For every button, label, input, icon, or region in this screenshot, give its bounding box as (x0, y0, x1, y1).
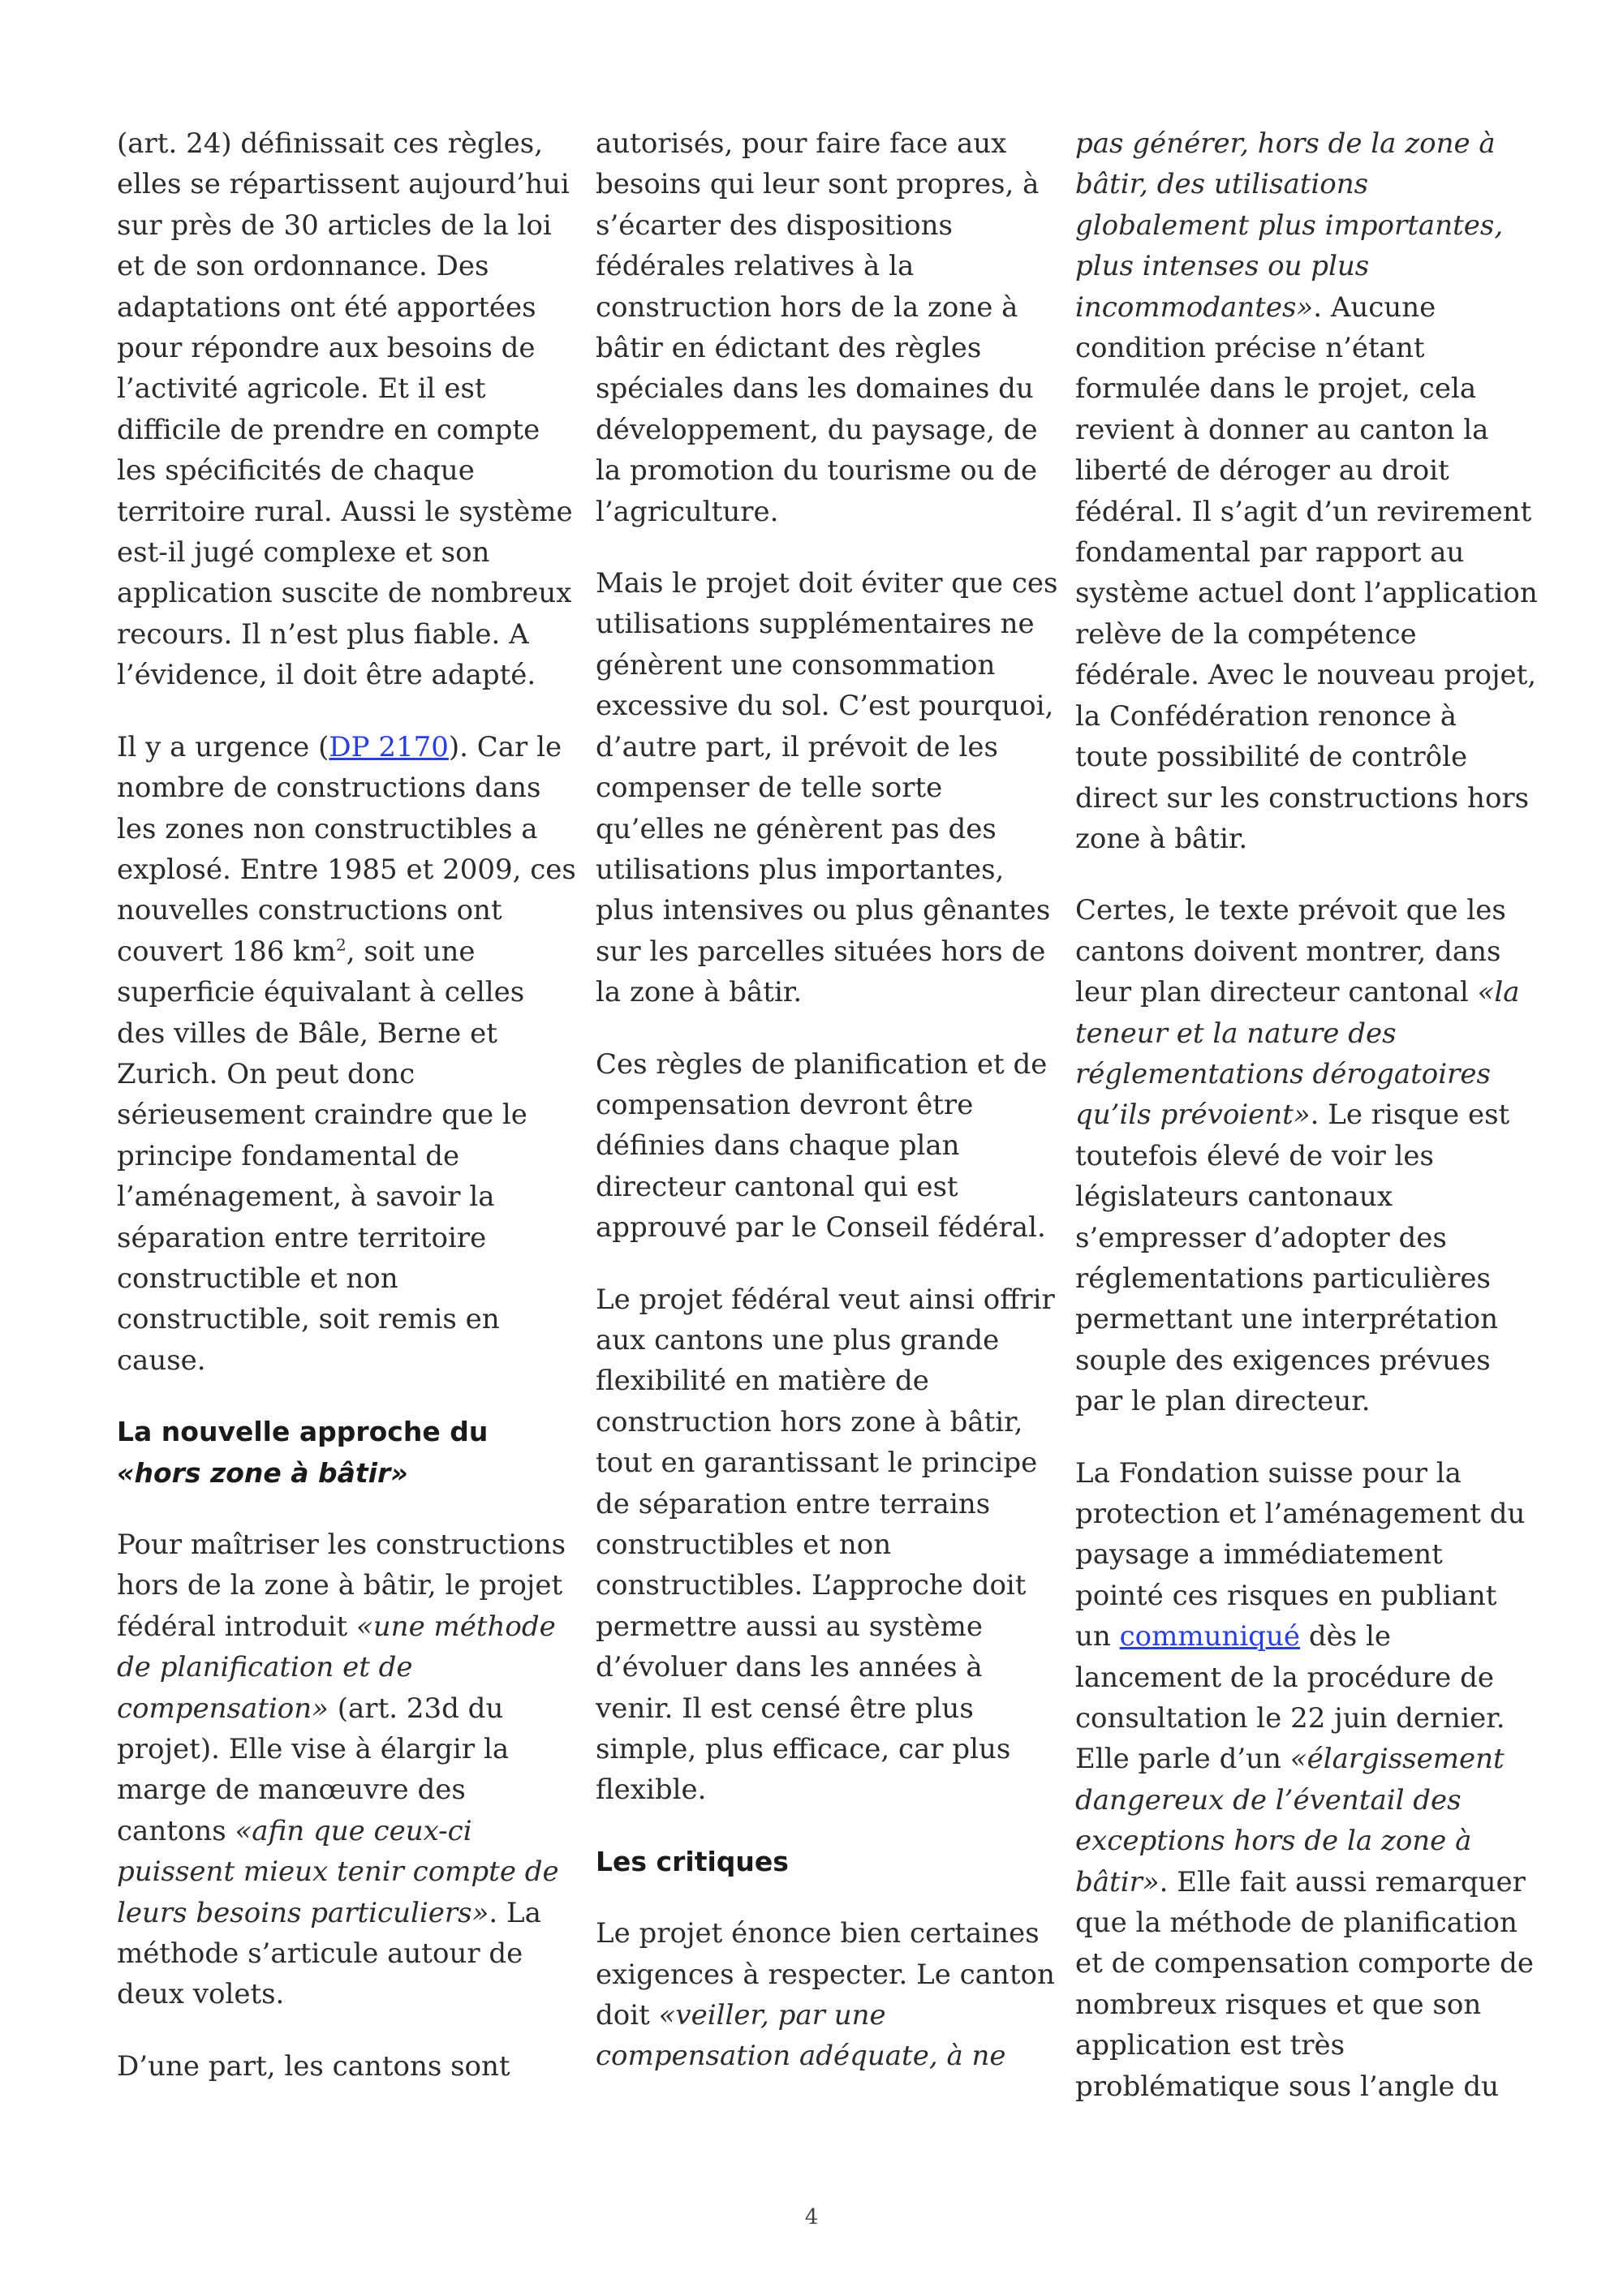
paragraph (1075, 890, 1538, 1421)
text-span: . Le risque est toutefois élevé de voir les législateurs cantonaux s’empresser d’adopter des réglementations particulières permettant une interprétation souple des exigences prévues par le plan directeur. (1075, 1099, 1510, 1418)
paragraph: Le projet fédéral veut ainsi offrir aux cantons une plus grande flexibilité en matière de construction hors zone à bâtir, tout en garantissant le principe de séparation entre terrains constructibles et non constructibles. L’approche doit permettre aussi au système d’évoluer dans les années à venir. Il est censé être plus simple, plus efficace, car plus flexible. (596, 1283, 1055, 1807)
text-span: . Aucune condition précise n’étant formulée dans le projet, cela revient à donner au canton la liberté de déroger au droit fédéral. Il s’agit d’un revirement fondamental par rapport au système actuel dont l’application relève de la compétence fédérale. Avec le nouveau projet, la Confédération renonce à toute possibilité de contrôle direct sur les constructions hors zone à bâtir. (1075, 290, 1538, 855)
text-column-2 (596, 123, 1058, 2077)
paragraph: Ces règles de planification et de compensation devront être définies dans chaque plan directeur cantonal qui est approuvé par le Conseil fédéral. (596, 1047, 1048, 1245)
superscript: 2 (336, 935, 347, 955)
text-column-1 (117, 123, 579, 2087)
quote: «veiller, par une compensation adéquate, à ne (596, 1999, 1006, 2073)
text-span: , soit une superficie équivalant à celles des villes de Bâle, Berne et Zurich. On peut donc sérieusement craindre que le principe fondamental de l’aménagement, à savoir la séparation entre territoire constructible et non constructible, soit remis en cause. (117, 935, 527, 1377)
section-heading (117, 1412, 579, 1494)
text-column-3 (1075, 123, 1538, 2107)
paragraph (1075, 123, 1538, 859)
paragraph: autorisés, pour faire face aux besoins qui leur sont propres, à s’écarter des dispositions fédérales relatives à la construction hors de la zone à bâtir en édictant des règles spéciales dans les domaines du développement, du paysage, de la promotion du tourisme ou de l’agriculture. (596, 127, 1040, 528)
quote: «une méthode de planification et de compensation» (117, 1610, 556, 1725)
text-span: Pour maîtriser les constructions hors de la zone à bâtir, le projet fédéral introduit (117, 1529, 566, 1643)
communique-link[interactable]: communiqué (1119, 1620, 1301, 1653)
paragraph (1075, 1453, 1538, 2108)
text-span: . Elle fait aussi remarquer que la méthode de planification et de compensation comporte de nombreux risques et que son application est très problématique sous l’angle du (1075, 1865, 1534, 2103)
quote: pas générer, hors de la zone à bâtir, des utilisations globalement plus importantes, plus intenses ou plus incommodantes» (1075, 127, 1504, 324)
page-number: 4 (804, 2205, 819, 2229)
quote: «élargissement dangereux de l’éventail des exceptions hors de la zone à bâtir» (1075, 1743, 1505, 1898)
text-span: Le projet énonce bien certaines exigences à respecter. Le canton doit (596, 1917, 1055, 2032)
text-span: Il y a urgence ( (117, 730, 329, 763)
text-span: . La méthode s’articule autour de deux volets. (117, 1896, 541, 2011)
paragraph (117, 1524, 579, 2015)
paragraph: Mais le projet doit éviter que ces utilisations supplémentaires ne génèrent une consommation excessive du sol. C’est pourquoi, d’autre part, il prévoit de les compenser de telle sorte qu’elles ne génèrent pas des utilisations plus importantes, plus intensives ou plus gênantes sur les parcelles situées hors de la zone à bâtir. (596, 567, 1058, 1009)
text-span: La Fondation suisse pour la protection et l’aménagement du paysage a immédiatement pointé ces risques en publiant un (1075, 1456, 1526, 1653)
quote: «la teneur et la nature des réglementations dérogatoires qu’ils prévoient» (1075, 976, 1520, 1132)
paragraph (596, 1913, 1058, 2077)
text-span: ). Car le nombre de constructions dans les zones non constructibles a explosé. Entre 1985 et 2009, ces nouvelles constructions ont couvert 186 km (117, 730, 576, 968)
dp-2170-link[interactable]: DP 2170 (329, 730, 449, 763)
text-span: Certes, le texte prévoit que les cantons doivent montrer, dans leur plan directeur cantonal (1075, 894, 1506, 1009)
heading-line: La nouvelle approche du (117, 1416, 489, 1448)
quote: «afin que ceux-ci puissent mieux tenir compte de leurs besoins particuliers» (117, 1814, 559, 1929)
text-span: dès le lancement de la procédure de consultation le 22 juin dernier. Elle parle d’un (1075, 1620, 1505, 1776)
section-heading: Les critiques (596, 1845, 789, 1877)
paragraph: (art. 24) définissait ces règles, elles se répartissent aujourd’hui sur près de 30 articles de la loi et de son ordonnance. Des adaptations ont été apportées pour répondre aux besoins de l’activité agricole. Et il est difficile de prendre en compte les spécificités de chaque territoire rural. Aussi le système est-il jugé complexe et son application suscite de nombreux recours. Il n’est plus fiable. A l’évidence, il doit être adapté. (117, 127, 573, 692)
paragraph (117, 727, 579, 1382)
text-span: (art. 23d du projet). Elle vise à élargir la marge de manœuvre des cantons (117, 1692, 510, 1847)
paragraph: D’une part, les cantons sont (117, 2049, 510, 2083)
heading-line-italic: «hors zone à bâtir» (117, 1456, 408, 1489)
